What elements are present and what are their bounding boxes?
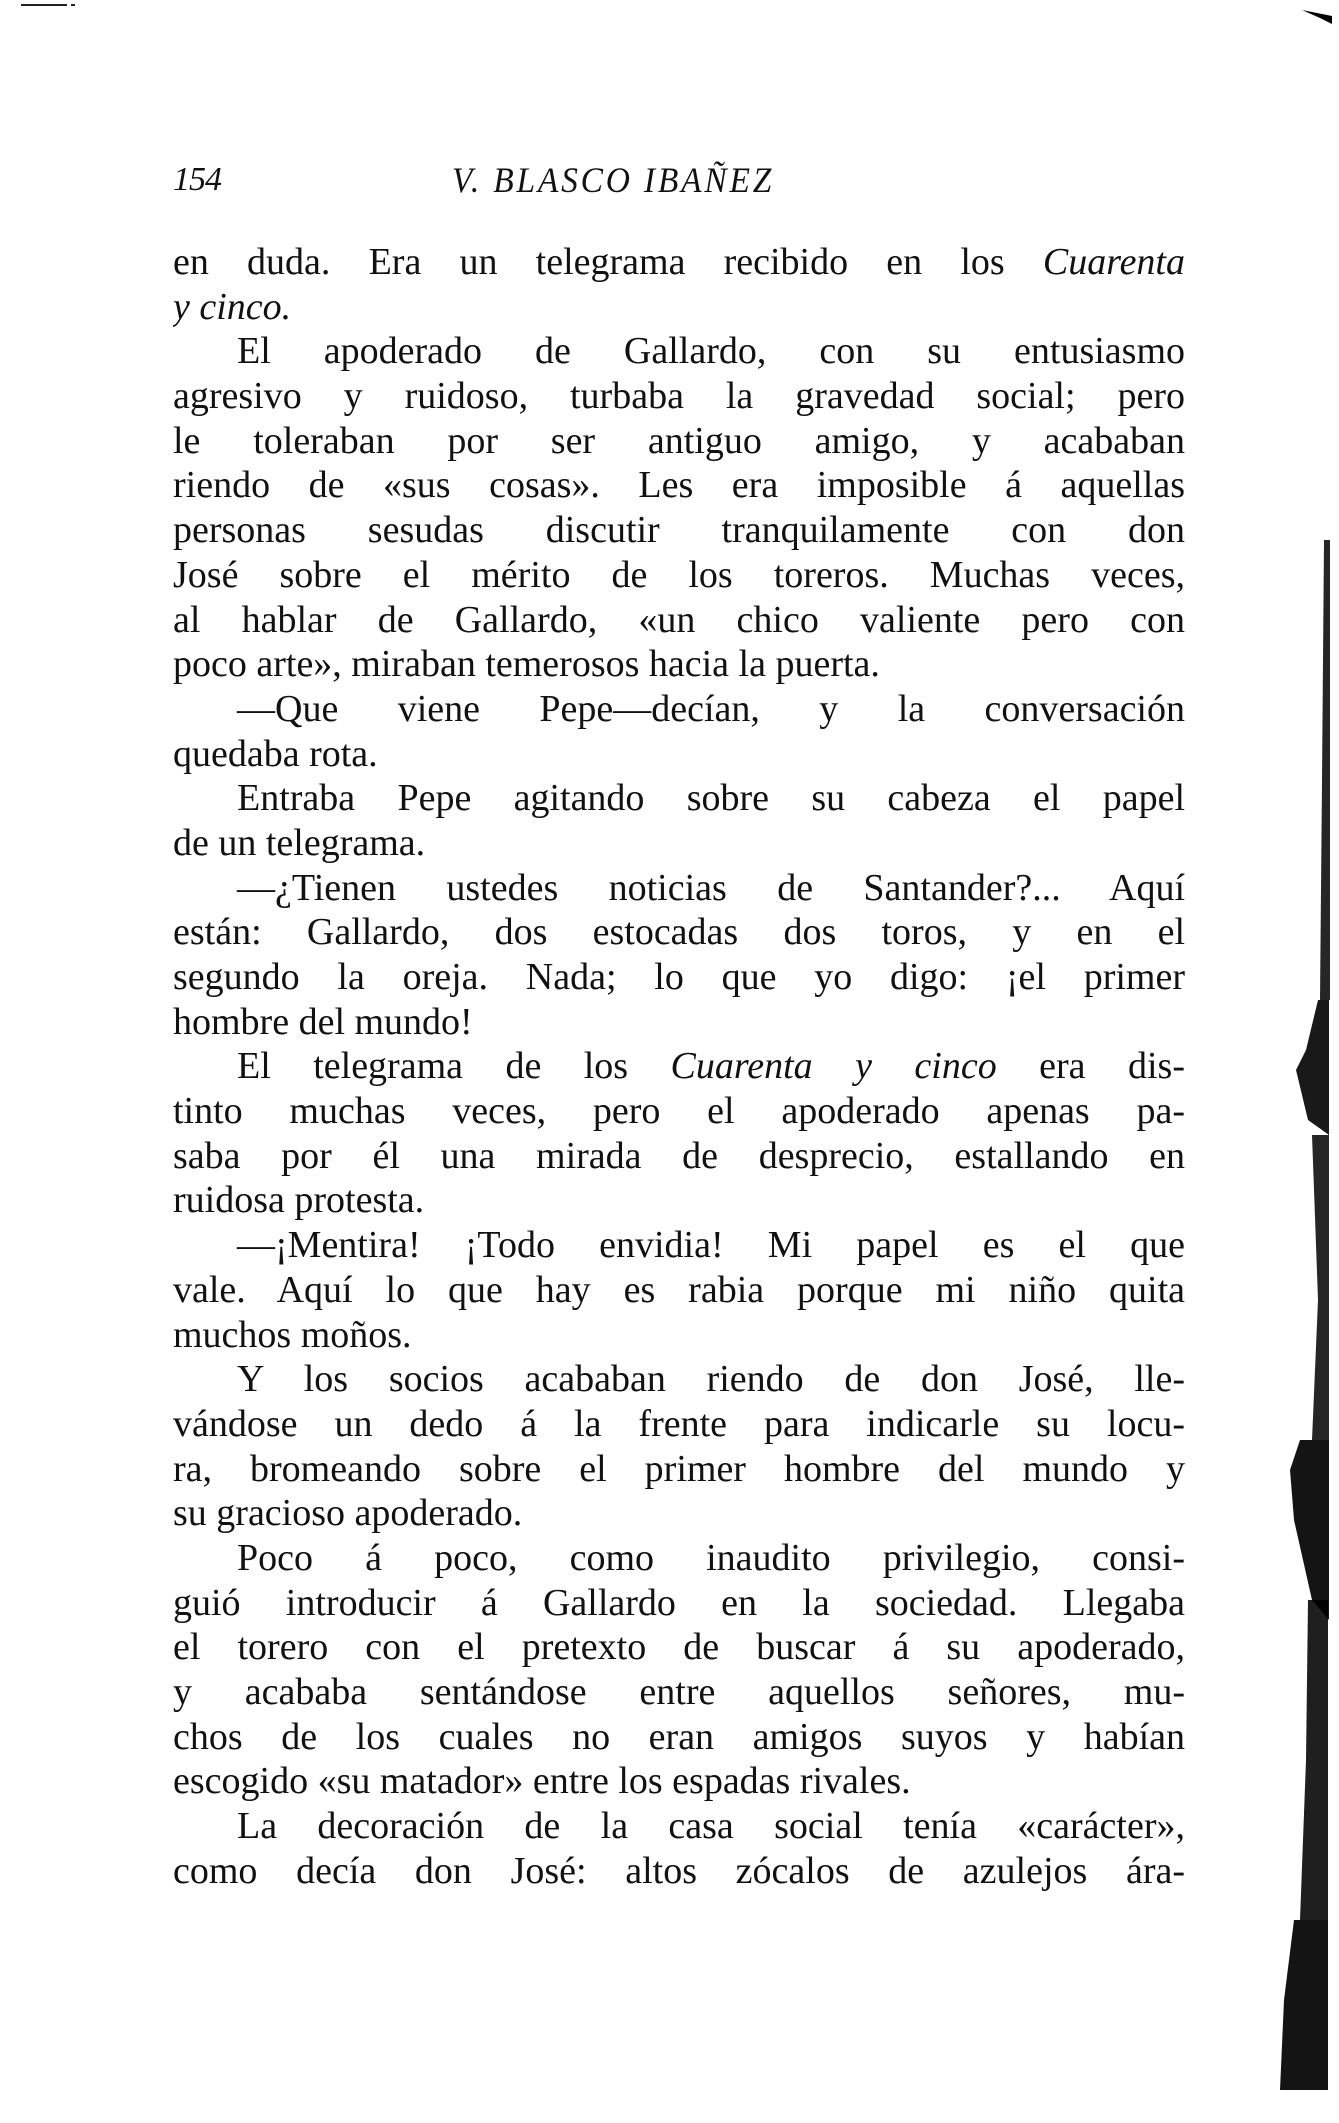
corner-fold-mark	[1302, 10, 1332, 24]
text-line	[173, 687, 1185, 732]
italic-text: y cinco.	[173, 285, 292, 328]
text-segment: vale. Aquí lo que hay es rabia porque mi niño quita	[173, 1268, 1185, 1311]
text-segment: personas sesudas discutir tranquilamente con don	[173, 509, 1185, 552]
text-line	[173, 1491, 1185, 1536]
text-segment: el torero con el pretexto de buscar á su apoderado,	[173, 1626, 1185, 1669]
text-line	[173, 1536, 1185, 1581]
text-segment: y acababa sentándose entre aquellos señores, mu-	[173, 1671, 1185, 1713]
text-line	[173, 1357, 1185, 1402]
edge-shadow-bottom	[1280, 1920, 1328, 2090]
edge-shadow-middle	[1312, 1135, 1329, 1440]
text-segment: muchos moños.	[173, 1313, 412, 1356]
text-line	[173, 1625, 1185, 1670]
text-line	[173, 240, 1185, 285]
text-segment: El telegrama de los	[237, 1045, 671, 1088]
text-segment: segundo la oreja. Nada; lo que yo digo: ¡el primer	[173, 956, 1185, 998]
text-line	[173, 732, 1185, 777]
scan-artifact-dash	[71, 4, 75, 6]
text-line	[173, 821, 1185, 866]
text-segment: en duda. Era un telegrama recibido en los	[173, 241, 1043, 283]
text-segment: La decoración de la casa social tenía «carácter»,	[237, 1805, 1185, 1848]
text-segment: chos de los cuales no eran amigos suyos y habían	[173, 1715, 1185, 1758]
text-line	[173, 1849, 1185, 1894]
page-number: 154	[173, 161, 221, 198]
edge-shadow-lower	[1300, 1600, 1328, 1920]
text-segment: José sobre el mérito de los toreros. Muchas veces,	[173, 553, 1185, 596]
text-segment: quedaba rota.	[173, 732, 378, 775]
text-segment: están: Gallardo, dos estocadas dos toros, y en el	[173, 911, 1185, 954]
text-line	[173, 553, 1185, 598]
text-line	[173, 1268, 1185, 1313]
text-segment: —Que viene Pepe—decían, y la conversación	[237, 687, 1185, 730]
text-segment: como decía don José: altos zócalos de azulejos ára-	[173, 1849, 1185, 1892]
edge-shadow-blob-2	[1290, 1440, 1329, 1620]
text-line	[173, 508, 1185, 553]
text-segment: al hablar de Gallardo, «un chico valiente pero con	[173, 598, 1185, 641]
text-line	[173, 1402, 1185, 1447]
text-segment: riendo de «sus cosas». Les era imposible á aquellas	[173, 464, 1185, 507]
text-line	[173, 1759, 1185, 1804]
text-line	[173, 1134, 1185, 1179]
edge-shadow-upper	[1320, 540, 1330, 1000]
text-segment: escogido «su matador» entre los espadas rivales.	[173, 1760, 911, 1803]
text-line	[173, 1044, 1185, 1089]
text-line	[173, 1313, 1185, 1358]
text-line	[173, 910, 1185, 955]
text-line	[173, 1447, 1185, 1492]
text-line	[173, 463, 1185, 508]
text-line	[173, 329, 1185, 374]
text-line	[173, 1089, 1185, 1134]
running-title: V. BLASCO IBAÑEZ	[452, 160, 775, 200]
edge-shadow-blob-1	[1296, 1000, 1329, 1135]
text-segment: hombre del mundo!	[173, 1000, 473, 1043]
text-segment: poco arte», miraban temerosos hacia la puerta.	[173, 643, 880, 686]
text-line	[173, 1581, 1185, 1626]
text-segment: tinto muchas veces, pero el apoderado apenas pa-	[173, 1090, 1185, 1133]
text-segment: vándose un dedo á la frente para indicarle su locu-	[173, 1402, 1185, 1445]
text-segment: Poco á poco, como inaudito privilegio, consi-	[237, 1536, 1185, 1579]
text-segment: su gracioso apoderado.	[173, 1492, 523, 1535]
text-line	[173, 1223, 1185, 1268]
text-line	[173, 866, 1185, 911]
text-line	[173, 642, 1185, 687]
body-text	[173, 240, 1185, 1893]
text-segment: de un telegrama.	[173, 821, 426, 864]
text-segment: —¡Mentira! ¡Todo envidia! Mi papel es el que	[237, 1224, 1185, 1267]
italic-text: Cuarenta	[1042, 241, 1185, 283]
text-line	[173, 1715, 1185, 1760]
scanned-page-edge	[1240, 0, 1339, 2123]
text-segment: le toleraban por ser antiguo amigo, y acababan	[173, 419, 1185, 462]
text-segment: —¿Tienen ustedes noticias de Santander?... Aquí	[237, 866, 1185, 909]
text-segment: ra, bromeando sobre el primer hombre del mundo y	[173, 1447, 1185, 1490]
italic-text: Cuarenta y cinco	[670, 1045, 997, 1088]
text-line	[173, 285, 1185, 330]
text-segment: era dis-	[996, 1045, 1185, 1088]
text-segment: guió introducir á Gallardo en la sociedad. Llegaba	[173, 1581, 1185, 1624]
text-line	[173, 1670, 1185, 1715]
text-segment: Entraba Pepe agitando sobre su cabeza el papel	[237, 777, 1185, 820]
text-line	[173, 419, 1185, 464]
text-line	[173, 598, 1185, 643]
text-line	[173, 1178, 1185, 1223]
text-segment: El apoderado de Gallardo, con su entusiasmo	[237, 330, 1185, 373]
text-line	[173, 374, 1185, 419]
scan-artifact-line	[21, 4, 67, 6]
text-line	[173, 955, 1185, 1000]
text-line	[173, 1804, 1185, 1849]
text-line	[173, 776, 1185, 821]
text-segment: ruidosa protesta.	[173, 1179, 425, 1222]
text-line	[173, 1000, 1185, 1045]
text-segment: Y los socios acababan riendo de don José, lle-	[237, 1358, 1185, 1401]
running-head	[173, 158, 1185, 202]
text-segment: agresivo y ruidoso, turbaba la gravedad social; pero	[173, 375, 1185, 418]
text-segment: saba por él una mirada de desprecio, estallando en	[173, 1134, 1185, 1177]
